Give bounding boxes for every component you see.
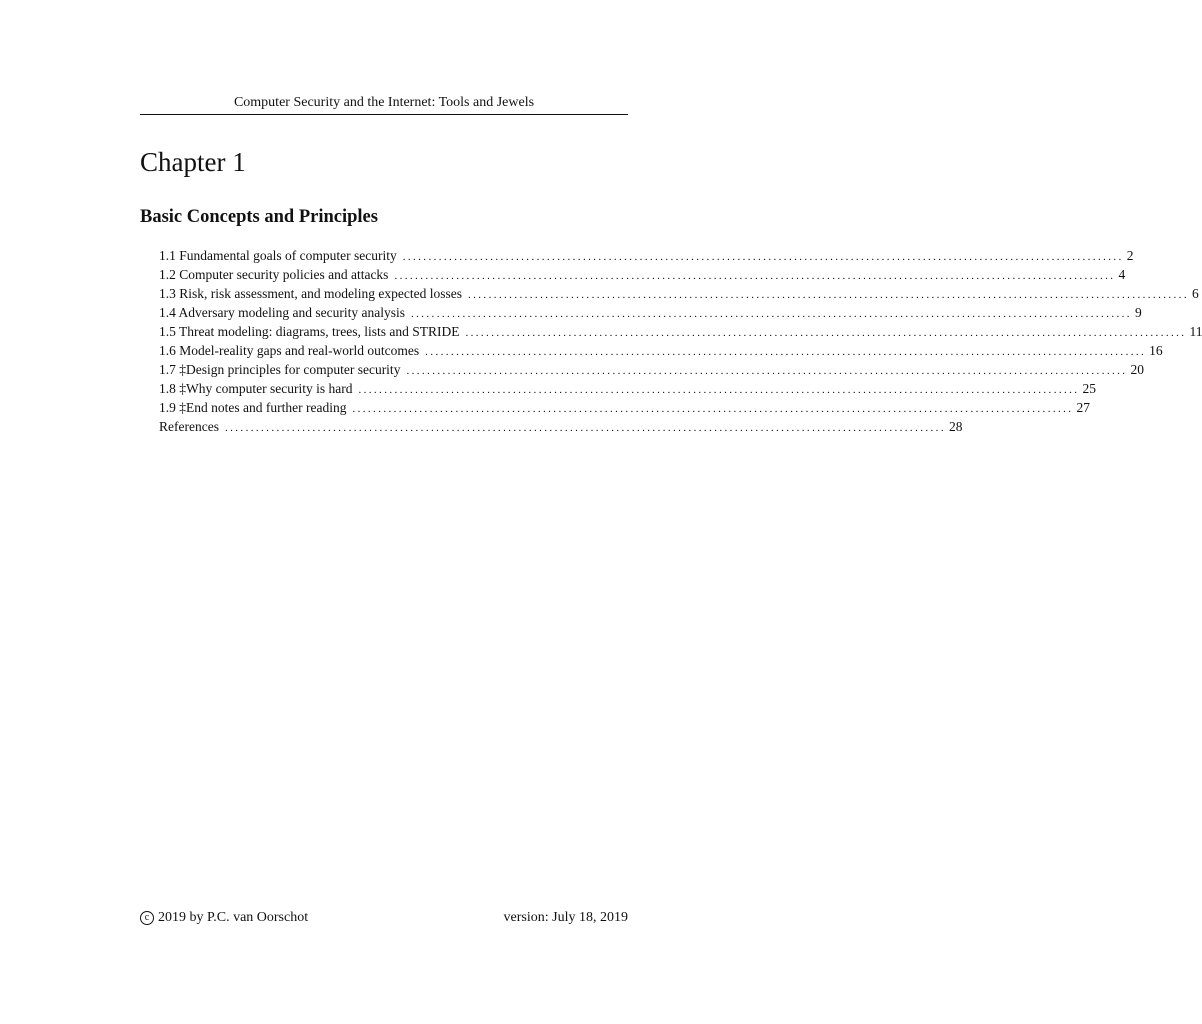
toc-entry-label: 1.2 Computer security policies and attacks	[159, 267, 389, 282]
toc-entry-label: 1.6 Model-reality gaps and real-world outcomes	[159, 343, 420, 358]
toc-entry-page: 6	[1191, 286, 1199, 301]
toc-entry-page: 9	[1134, 305, 1142, 320]
copyright-icon: c	[140, 911, 154, 925]
toc-entry-page: 27	[1076, 400, 1090, 415]
footer-copyright	[140, 909, 308, 927]
toc-leader-dots: ............................................................................................................................................	[358, 384, 1080, 396]
header-rule	[140, 114, 628, 115]
toc-entry[interactable]	[159, 284, 1199, 303]
toc-entry-label: 1.9 ‡End notes and further reading	[159, 400, 347, 415]
toc-entry-page: 20	[1130, 362, 1144, 377]
toc-entry-page: 16	[1149, 343, 1163, 358]
toc-entry[interactable]	[159, 246, 1134, 265]
toc-entry-label: 1.8 ‡Why computer security is hard	[159, 381, 353, 396]
toc-entry[interactable]	[159, 341, 1163, 360]
toc-leader-dots: ............................................................................................................................................	[425, 346, 1147, 358]
toc-entry-page: 11	[1189, 324, 1202, 339]
toc-entry[interactable]	[159, 322, 1202, 341]
toc-entry[interactable]	[159, 398, 1090, 417]
toc-leader-dots: ............................................................................................................................................	[224, 422, 946, 434]
toc-entry[interactable]	[159, 417, 963, 436]
toc-leader-dots: ............................................................................................................................................	[352, 403, 1074, 415]
chapter-title: Chapter 1	[140, 147, 246, 177]
running-header: Computer Security and the Internet: Tools and Jewels	[233, 95, 535, 110]
toc-entry-label: References	[159, 419, 219, 434]
toc-entry-page: 25	[1082, 381, 1096, 396]
toc-entry[interactable]	[159, 303, 1142, 322]
toc-leader-dots: ............................................................................................................................................	[410, 308, 1132, 320]
toc-entry-page: 2	[1126, 248, 1134, 263]
toc-leader-dots: ............................................................................................................................................	[394, 270, 1116, 282]
toc-entry[interactable]	[159, 265, 1126, 284]
toc-entry-page: 4	[1118, 267, 1126, 282]
toc-entry-label: 1.5 Threat modeling: diagrams, trees, lists and STRIDE	[159, 324, 460, 339]
toc-entry-label: 1.1 Fundamental goals of computer security	[159, 248, 397, 263]
toc-leader-dots: ............................................................................................................................................	[465, 327, 1187, 339]
chapter-subtitle: Basic Concepts and Principles	[140, 207, 378, 227]
toc-entry-label: 1.3 Risk, risk assessment, and modeling expected losses	[159, 286, 462, 301]
toc-entry-label: 1.4 Adversary modeling and security analysis	[159, 305, 405, 320]
toc-entry-page: 28	[948, 419, 963, 434]
table-of-contents	[159, 246, 1202, 436]
footer-version: version: July 18, 2019	[503, 910, 628, 925]
toc-entry[interactable]	[159, 379, 1096, 398]
toc-leader-dots: ............................................................................................................................................	[467, 289, 1189, 301]
copyright-text: 2019 by P.C. van Oorschot	[158, 910, 309, 925]
toc-leader-dots: ............................................................................................................................................	[402, 251, 1124, 263]
toc-leader-dots: ............................................................................................................................................	[406, 365, 1128, 377]
toc-entry-label: 1.7 ‡Design principles for computer security	[159, 362, 401, 377]
toc-entry[interactable]	[159, 360, 1144, 379]
